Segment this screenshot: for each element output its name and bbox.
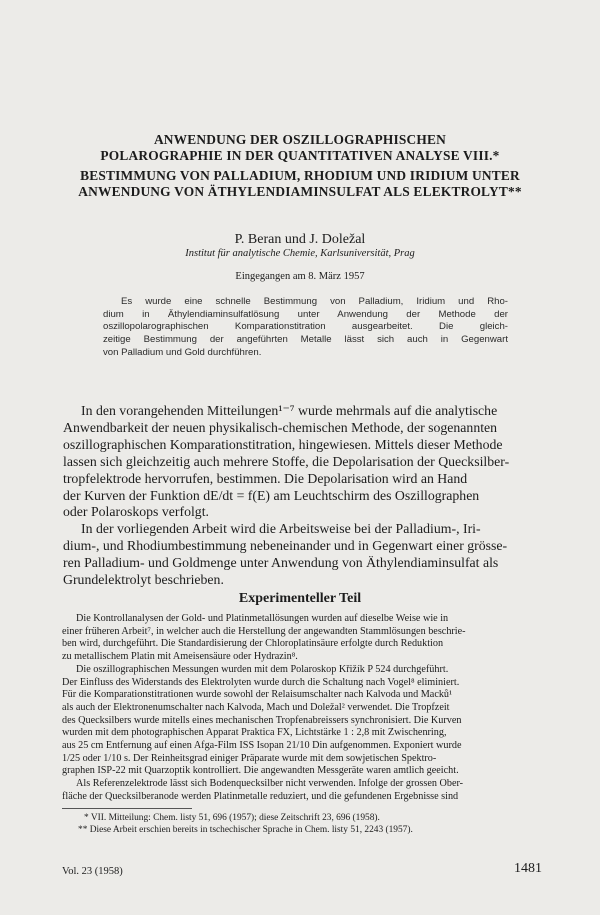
title-line: ANWENDUNG DER OSZILLOGRAPHISCHEN: [153, 132, 447, 147]
intro-line: oszillographischen Komparationstitration, hingewiesen. Mittels dieser Methode: [63, 436, 503, 452]
exp-line: ben wird, durchgeführt. Die Standardisierung der Chloroplatinsäure erfolgte durch Reduktion: [62, 638, 444, 650]
intro-line: dium-, und Rhodiumbestimmung nebeneinander und in Gegenwart einer grösse-: [63, 538, 508, 554]
intro-line: Grundelektrolyt beschrieben.: [63, 572, 224, 588]
exp-line: graphen ISP-22 mit Quarzoptik kontrolliert. Die angewandten Messgeräte waren amtlich geeicht.: [62, 765, 459, 777]
exp-line: des Quecksilbers wurde mitells eines mechanischen Tropfenabreissers synchronisiert. Die Kurven: [62, 714, 462, 726]
intro-line: ren Palladium- und Goldmenge unter Anwendung von Äthylendiaminsulfat als: [63, 555, 499, 571]
abstract: [103, 296, 508, 360]
introduction: [63, 403, 543, 589]
footnotes: [62, 812, 544, 836]
abstract-line: dium in Äthylendiaminsulfatlösung unter Anwendung der Methode der: [103, 308, 508, 320]
exp-line: als auch der Elektronenumschalter nach Kalvoda, Mach und Doležal² verwendet. Die Tropfzeit: [62, 701, 450, 713]
experimental-text: [62, 613, 544, 804]
page-number: 1481: [514, 861, 542, 876]
title-line: POLAROGRAPHIE IN DER QUANTITATIVEN ANALYSE VIII.*: [100, 148, 500, 163]
volume-info: Vol. 23 (1958): [62, 866, 123, 877]
exp-line: Die Kontrollanalysen der Gold- und Platinmetallösungen wurden auf dieselbe Weise wie in: [76, 613, 449, 624]
intro-line: tropfelektrode hervorrufen, bestimmen. Die Depolarisation wird an Hand: [63, 470, 468, 486]
affiliation: Institut für analytische Chemie, Karlsuniversität, Prag: [185, 248, 415, 259]
intro-line: In den vorangehenden Mitteilungen¹⁻⁷ wurde mehrmals auf die analytische: [81, 403, 498, 418]
title-line: ANWENDUNG VON ÄTHYLENDIAMINSULFAT ALS ELEKTROLYT**: [78, 184, 522, 199]
article-title: [40, 132, 560, 200]
footnote-divider: [62, 808, 192, 809]
intro-line: der Kurven der Funktion dE/dt = f(E) am Leuchtschirm des Oszillographen: [63, 487, 480, 503]
authors: P. Beran und J. Doležal: [234, 232, 366, 247]
intro-line: lassen sich gleichzeitig auch mehrere Stoffe, die Depolarisation der Quecksilber-: [63, 453, 510, 469]
intro-line: In der vorliegenden Arbeit wird die Arbeitsweise bei der Palladium-, Iri-: [81, 521, 481, 537]
abstract-line: oszillopolarographischen Komparationstitration ausgearbeitet. Die gleich-: [103, 321, 508, 333]
title-line: BESTIMMUNG VON PALLADIUM, RHODIUM UND IRIDIUM UNTER: [80, 168, 520, 183]
exp-line: wurden mit dem photographischen Apparat Praktica FX, Lichtstärke 1 : 2,8 mit Zwischenring,: [62, 727, 447, 739]
footnote: * VII. Mitteilung: Chem. listy 51, 696 (1957); diese Zeitschrift 23, 696 (1958).: [84, 813, 380, 823]
exp-line: aus 25 cm Entfernung auf einen Afga-Film ISS Isopan 21/10 Din aufgenommen. Exponiert wurde: [62, 740, 462, 752]
abstract-line: von Palladium und Gold durchführen.: [103, 346, 262, 358]
abstract-line: Es wurde eine schnelle Bestimmung von Palladium, Iridium und Rho-: [121, 296, 508, 307]
section-heading: Experimenteller Teil: [238, 591, 362, 606]
intro-line: Anwendbarkeit der neuen physikalisch-chemischen Methode, der sogenannten: [63, 419, 498, 435]
footnote: ** Diese Arbeit erschien bereits in tschechischer Sprache in Chem. listy 51, 2243 (1957).: [78, 825, 413, 835]
exp-line: zu metallischem Platin mit Ameisensäure oder Hydrazin⁸.: [62, 651, 298, 663]
received-date: Eingegangen am 8. März 1957: [235, 271, 365, 282]
exp-line: Der Einfluss des Widerstands des Elektrolyten wurde durch die Schaltung nach Vogel⁸ eliminiert.: [62, 676, 460, 688]
exp-line: Als Referenzelektrode lässt sich Bodenquecksilber nicht verwenden. Infolge der grossen Ober-: [76, 778, 464, 790]
exp-line: 1/25 oder 1/10 s. Der Reinheitsgrad einiger Präparate wurde mit dem sowjetischen Spektro-: [62, 752, 437, 764]
intro-line: oder Polaroskops verfolgt.: [63, 504, 209, 520]
exp-line: Für die Komparationstitrationen wurde sowohl der Relaisumschalter nach Kalvoda und Macků¹: [62, 689, 453, 701]
abstract-line: zeitige Bestimmung der angeführten Metalle lässt sich auch in Gegenwart: [103, 334, 508, 346]
exp-line: einer früheren Arbeit⁷, in welcher auch die Herstellung der angewandten Stammlösungen beschrie-: [62, 625, 466, 637]
exp-line: fläche der Quecksilberanode werden Platinmetalle reduziert, und die gefundenen Ergebnisse sind: [62, 790, 459, 802]
exp-line: Die oszillographischen Messungen wurden mit dem Polaroskop Křižík P 524 durchgeführt.: [76, 663, 449, 675]
